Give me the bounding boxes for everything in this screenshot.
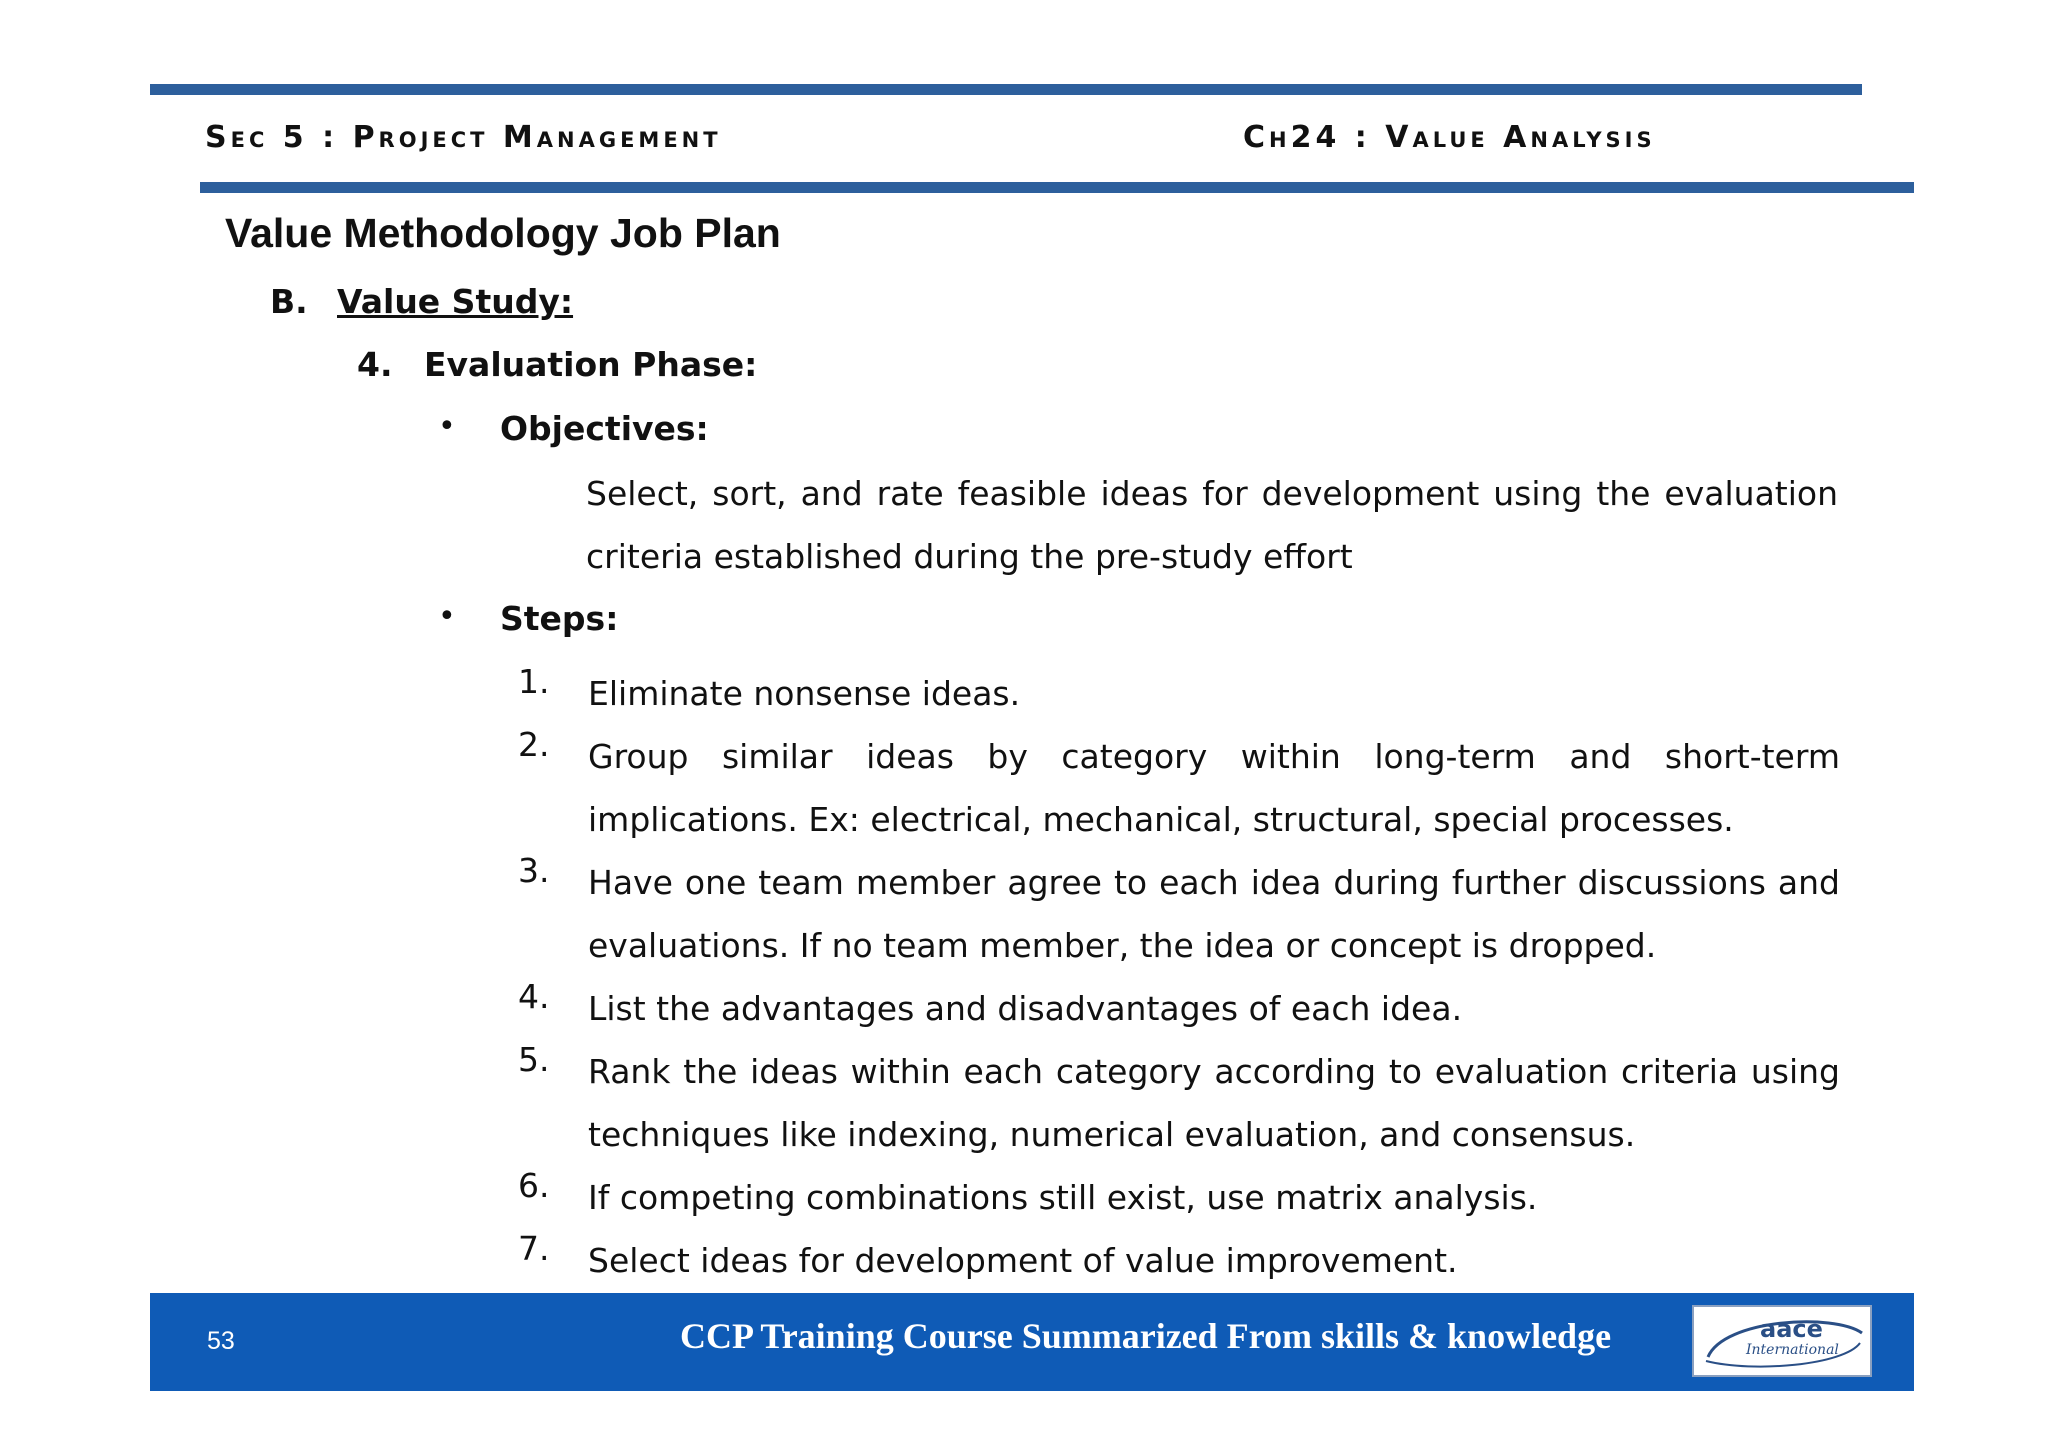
chapter-header: Ch24 : Value Analysis (1243, 120, 1656, 155)
slide-title: Value Methodology Job Plan (225, 210, 781, 256)
steps-label: Steps: (500, 599, 619, 638)
step-number: 3. (518, 851, 550, 890)
footer-bar (150, 1293, 1914, 1391)
bullet-icon: • (438, 409, 456, 444)
step-text: If competing combinations still exist, use matrix analysis. (588, 1178, 1538, 1217)
logo-wordmark: aace (1760, 1315, 1823, 1343)
bullet-icon: • (438, 599, 456, 634)
header-top-bar (150, 84, 1862, 95)
objectives-text: Select, sort, and rate feasible ideas for development using the evaluation criteria established during the pre-study effort (586, 474, 1838, 576)
footer-text: CCP Training Course Summarized From skills & knowledge (680, 1316, 1612, 1356)
step-number: 4. (518, 977, 550, 1016)
step-text: List the advantages and disadvantages of each idea. (588, 989, 1463, 1028)
logo-subtext: International (1746, 1342, 1839, 1358)
section-label: Value Study: (337, 282, 574, 321)
header-bottom-bar (200, 182, 1914, 193)
step-text: Eliminate nonsense ideas. (588, 674, 1021, 713)
section-letter: B. (270, 282, 308, 321)
page-number: 53 (207, 1327, 235, 1355)
aace-logo-icon (1694, 1307, 1870, 1375)
step-text: Have one team member agree to each idea during further discussions and evaluations. If no team member, the idea or concept is dropped. (588, 863, 1840, 965)
step-text: Select ideas for development of value improvement. (588, 1241, 1458, 1280)
section-header: Sec 5 : Project Management (205, 120, 722, 155)
phase-number: 4. (357, 345, 393, 384)
step-number: 2. (518, 725, 550, 764)
step-number: 1. (518, 662, 550, 701)
step-number: 7. (518, 1229, 550, 1268)
step-number: 5. (518, 1040, 550, 1079)
step-text: Rank the ideas within each category according to evaluation criteria using techniques like indexing, numerical evaluation, and consensus. (588, 1052, 1840, 1154)
objectives-label: Objectives: (500, 409, 709, 448)
step-number: 6. (518, 1166, 550, 1205)
aace-logo (1692, 1305, 1872, 1377)
step-text: Group similar ideas by category within long-term and short-term implications. Ex: electrical, mechanical, structural, special processes. (588, 737, 1840, 839)
phase-label: Evaluation Phase: (424, 345, 758, 384)
